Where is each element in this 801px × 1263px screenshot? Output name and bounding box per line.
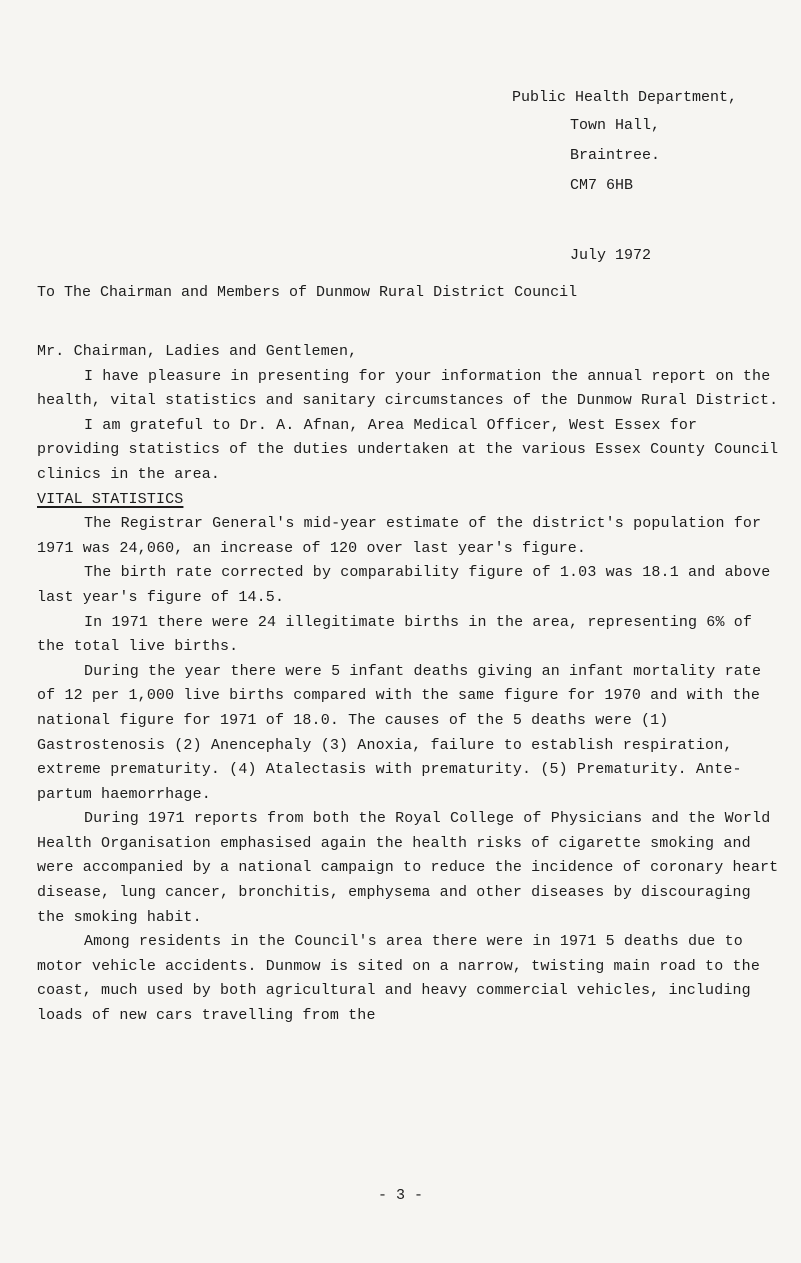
address-line-town: Braintree. <box>570 147 661 164</box>
paragraph-intro: I have pleasure in presenting for your information the annual report on the health, vital statistics and sanitary circumstances of the Dunmow Rural District. <box>37 367 779 410</box>
paragraph-road-deaths: Among residents in the Council's area there were in 1971 5 deaths due to motor vehicle accidents. Dunmow is sited on a narrow, twisting main road to the coast, much used by both agricultural and heavy commercial vehicles, including loads of new cars travelling from the <box>37 933 760 1025</box>
letter-body <box>37 340 787 1029</box>
paragraph-smoking: During 1971 reports from both the Royal College of Physicians and the World Health Organisation emphasised again the health risks of cigarette smoking and were accompanied by a national campaign to reduce the incidence of coronary heart disease, lung cancer, bronchitis, emphysema and other diseases by discouraging the smoking habit. <box>37 810 779 926</box>
paragraph-birth-rate: The birth rate corrected by comparability figure of 1.03 was 18.1 and above last year's figure of 14.5. <box>37 564 771 606</box>
address-line-postcode: CM7 6HB <box>570 177 634 194</box>
salutation: Mr. Chairman, Ladies and Gentlemen, <box>37 343 358 360</box>
paragraph-thanks: I am grateful to Dr. A. Afnan, Area Medical Officer, West Essex for providing statistics of the duties undertaken at the various Essex County Council clinics in the area. <box>37 416 779 483</box>
section-heading-vital-statistics: VITAL STATISTICS <box>37 490 184 508</box>
paragraph-illegitimate-births: In 1971 there were 24 illegitimate births in the area, representing 6% of the total live births. <box>37 613 753 656</box>
page-number: - 3 - <box>377 1187 423 1204</box>
address-line-department: Public Health Department, <box>512 89 738 106</box>
addressee-line: To The Chairman and Members of Dunmow Rural District Council <box>37 284 578 301</box>
paragraph-infant-mortality: During the year there were 5 infant deaths giving an infant mortality rate of 12 per 1,000 live births compared with the same figure for 1970 and with the national figure for 1971 of 18.0. The causes of the 5 deaths were (1) Gastrostenosis (2) Anencephaly (3) Anoxia, failure to establish respiration, extreme prematurity. (4) Atalectasis with prematurity. (5) Prematurity. Ante-partum haemorrhage. <box>37 662 762 803</box>
paragraph-population: The Registrar General's mid-year estimate of the district's population for 1971 was 24,060, an increase of 120 over last year's figure. <box>37 515 762 557</box>
letter-date: July 1972 <box>570 247 652 264</box>
address-line-building: Town Hall, <box>570 117 661 134</box>
